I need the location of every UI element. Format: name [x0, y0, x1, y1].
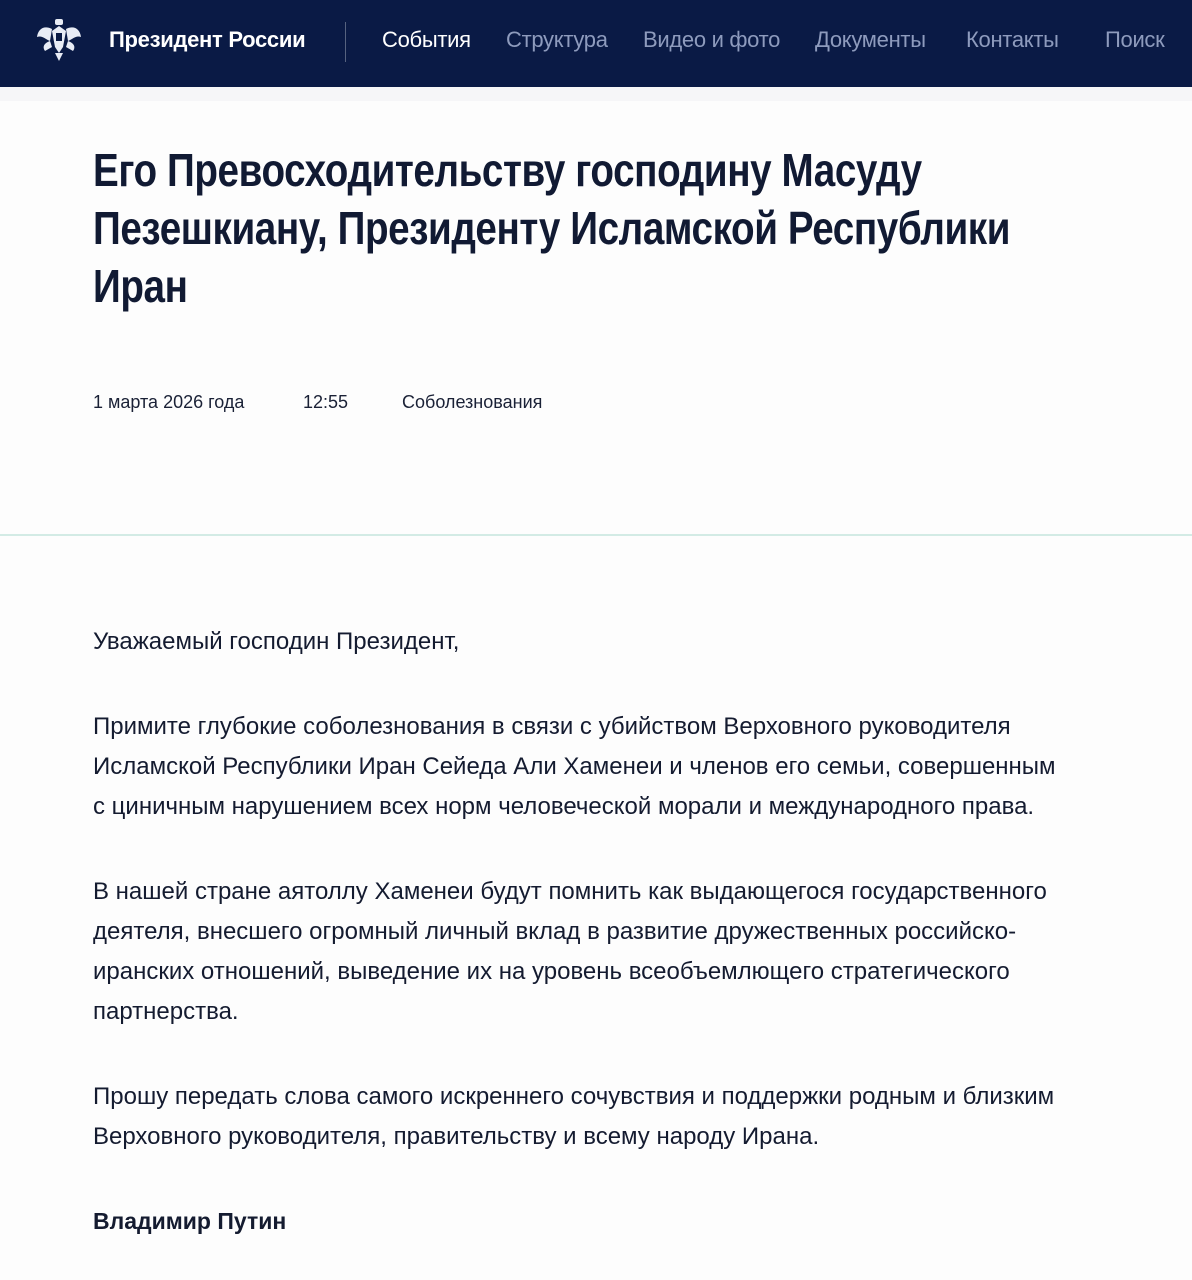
nav-search[interactable]: Поиск [1105, 27, 1165, 52]
text-line: Прошу передать слова самого искреннего сочувствия и поддержки родным и близким [93, 1083, 1055, 1110]
site-brand-link[interactable]: Президент России [109, 27, 306, 52]
title-line: Иран [93, 260, 188, 312]
nav-structure[interactable]: Структура [506, 27, 608, 52]
article-date: 1 марта 2026 года [93, 392, 245, 412]
nav-video-photo[interactable]: Видео и фото [643, 27, 781, 52]
title-line: Его Превосходительству господину Масуду [93, 144, 922, 196]
text-line: Примите глубокие соболезнования в связи с убийством Верховного руководителя [93, 713, 1011, 740]
nav-events[interactable]: События [382, 27, 471, 52]
article-category-link[interactable]: Соболезнования [402, 392, 543, 412]
text-line: Верховного руководителя, правительству и всему народу Ирана. [93, 1123, 820, 1150]
text-line: партнерства. [93, 998, 239, 1025]
greeting: Уважаемый господин Президент, [93, 628, 460, 655]
signature: Владимир Путин [93, 1208, 287, 1234]
text-line: с циничным нарушением всех норм человеческой морали и международного права. [93, 793, 1035, 820]
text-line: В нашей стране аятоллу Хаменеи будут помнить как выдающегося государственного [93, 878, 1047, 905]
paragraph [93, 707, 1056, 827]
text-line: Исламской Республики Иран Сейеда Али Хаменеи и членов его семьи, совершенным [93, 753, 1056, 780]
text-line: деятеля, внесшего огромный личный вклад в развитие дружественных российско- [93, 918, 1017, 945]
paragraph [93, 1077, 1056, 1157]
site-header [0, 0, 1192, 87]
paragraph [93, 872, 1056, 1032]
nav-contacts[interactable]: Контакты [966, 27, 1059, 52]
article-body [93, 622, 1056, 1202]
double-headed-eagle-emblem-icon[interactable] [36, 17, 82, 63]
article-title [93, 141, 1185, 315]
nav-documents[interactable]: Документы [815, 27, 926, 52]
title-line: Пезешкиану, Президенту Исламской Республики [93, 202, 1011, 254]
header-divider [345, 22, 346, 62]
section-divider [0, 534, 1192, 536]
header-shadow-strip [0, 87, 1192, 101]
text-line: иранских отношений, выведение их на уровень всеобъемлющего стратегического [93, 958, 1010, 985]
article-time: 12:55 [303, 392, 349, 412]
